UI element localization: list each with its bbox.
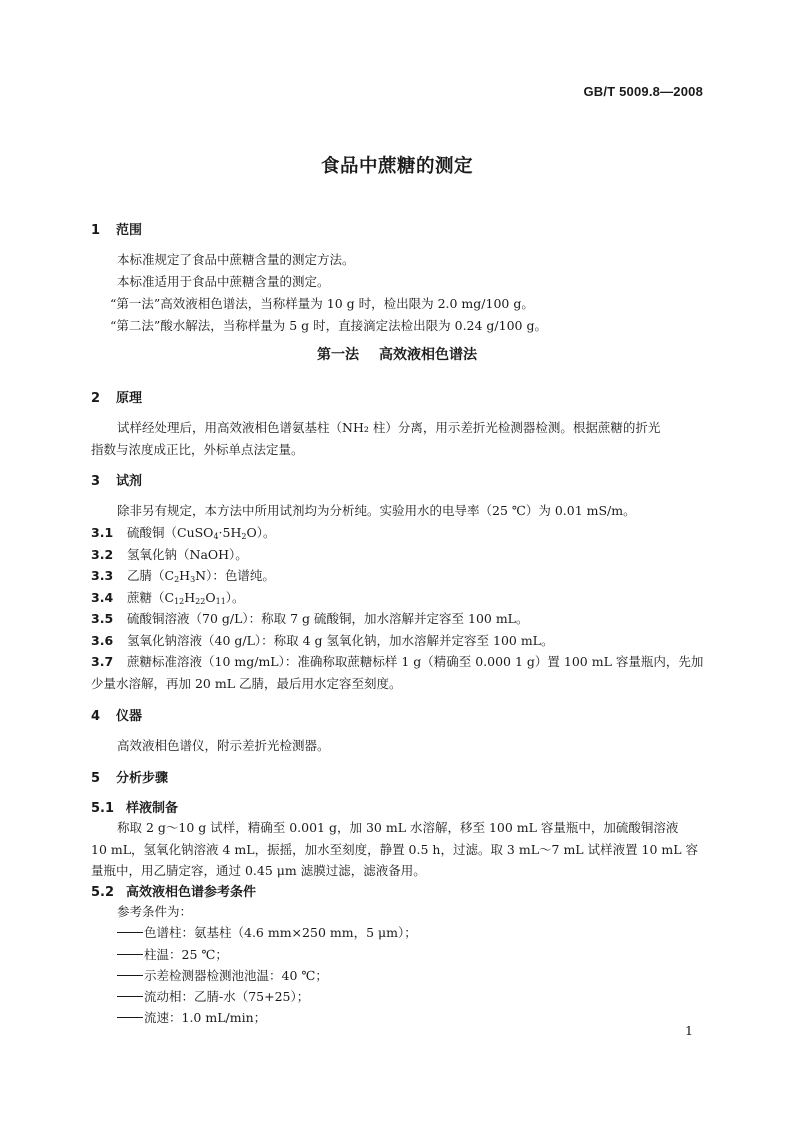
paragraph: 指数与浓度成正比，外标单点法定量。 <box>91 442 304 457</box>
standard-code: GB/T 5009.8—2008 <box>583 84 703 99</box>
section-1-heading <box>91 219 142 238</box>
item-text: 蔗糖标准溶液（10 mg/mL）：准确称取蔗糖标样 1 g（精确至 0.000 1 g）置 100 mL 容量瓶内，先加 <box>127 654 704 669</box>
paragraph: 高效液相色谱仪，附示差折光检测器。 <box>117 738 330 753</box>
subsection-number: 5.2 <box>91 885 115 900</box>
item-text: 氢氧化钠溶液（40 g/L）：称取 4 g 氢氧化钠，加水溶解并定容至 100 mL。 <box>127 633 554 648</box>
item-text: N）：色谱纯。 <box>195 568 275 583</box>
paragraph: 量瓶中，用乙腈定容，通过 0.45 μm 滤膜过滤，滤液备用。 <box>91 863 426 878</box>
item-number: 3.5 <box>91 611 114 626</box>
item-number: 3.1 <box>91 525 114 540</box>
condition-text: 流速：1.0 mL/min； <box>144 1010 267 1025</box>
paragraph: 除非另有规定，本方法中所用试剂均为分析纯。实验用水的电导率（25 ℃）为 0.01 mS/m。 <box>117 503 636 518</box>
reagent-item <box>91 545 248 563</box>
section-number: 4 <box>91 709 101 724</box>
item-text: H <box>184 590 196 605</box>
item-text: H <box>179 568 191 583</box>
item-text: ）。 <box>225 590 245 605</box>
item-text: O）。 <box>246 525 276 540</box>
method-name: 高效液相色谱法 <box>379 347 477 363</box>
subsection-number: 5.1 <box>91 801 115 816</box>
item-number: 3.3 <box>91 568 114 583</box>
em-dash <box>117 996 143 997</box>
section-4-heading <box>91 705 142 724</box>
paragraph: “第一法”高效液相色谱法，当称样量为 10 g 时，检出限为 2.0 mg/100 g。 <box>110 296 534 311</box>
paragraph: 本标准规定了食品中蔗糖含量的测定方法。 <box>117 252 355 267</box>
item-number: 3.7 <box>91 654 114 669</box>
section-number: 2 <box>91 391 101 406</box>
em-dash <box>117 954 143 955</box>
section-2-heading <box>91 387 142 406</box>
subscript: 11 <box>215 597 226 606</box>
subscript: 4 <box>213 532 219 541</box>
item-text: 硫酸铜溶液（70 g/L）：称取 7 g 硫酸铜，加水溶解并定容至 100 mL。 <box>127 611 529 626</box>
subsection-title: 高效液相色谱参考条件 <box>126 885 257 900</box>
subscript: 2 <box>174 575 180 584</box>
condition-item <box>117 923 417 941</box>
section-number: 3 <box>91 474 101 489</box>
section-title: 范围 <box>116 223 143 238</box>
condition-item <box>117 1008 266 1026</box>
method-label: 第一法 <box>317 347 359 363</box>
reagent-item <box>91 652 703 670</box>
subscript: 22 <box>195 597 206 606</box>
paragraph: 参考条件为： <box>117 904 193 919</box>
condition-text: 流动相：乙腈-水（75+25）； <box>144 989 310 1004</box>
subscript: 2 <box>241 532 247 541</box>
subsection-5-2-heading <box>91 881 256 900</box>
paragraph: 试样经处理后，用高效液相色谱氨基柱（NH₂ 柱）分离，用示差折光检测器检测。根据蔗糖的折光 <box>117 420 661 435</box>
paragraph: 10 mL，氢氧化钠溶液 4 mL，振摇，加水至刻度，静置 0.5 h，过滤。取 3 mL～7 mL 试样液置 10 mL 容 <box>91 842 699 857</box>
section-number: 1 <box>91 223 101 238</box>
item-number: 3.6 <box>91 633 114 648</box>
em-dash <box>117 1017 143 1018</box>
condition-text: 示差检测器检测池池温：40 ℃； <box>144 968 328 983</box>
paragraph: 称取 2 g～10 g 试样，精确至 0.001 g，加 30 mL 水溶解，移至 100 mL 容量瓶中，加硫酸铜溶液 <box>117 820 679 835</box>
paragraph: “第二法”酸水解法，当称样量为 5 g 时，直接滴定法检出限为 0.24 g/100 g。 <box>110 318 547 333</box>
document-title: 食品中蔗糖的测定 <box>320 156 473 177</box>
item-text: 乙腈（C <box>127 568 175 583</box>
condition-item <box>117 945 228 963</box>
section-number: 5 <box>91 771 101 786</box>
item-text: O <box>205 590 216 605</box>
reagent-item <box>91 609 528 627</box>
item-number: 3.2 <box>91 547 114 562</box>
condition-item <box>117 966 328 984</box>
section-3-heading <box>91 470 142 489</box>
item-text: ·5H <box>218 525 242 540</box>
item-number: 3.4 <box>91 590 114 605</box>
section-title: 分析步骤 <box>116 771 169 786</box>
subsection-5-1-heading <box>91 797 178 816</box>
paragraph: 本标准适用于食品中蔗糖含量的测定。 <box>117 274 330 289</box>
subscript: 3 <box>190 575 196 584</box>
reagent-item <box>91 566 275 584</box>
em-dash <box>117 975 143 976</box>
subsection-title: 样液制备 <box>126 801 179 816</box>
reagent-item <box>91 523 275 541</box>
condition-text: 色谱柱：氨基柱（4.6 mm×250 mm，5 μm）； <box>144 925 417 940</box>
reagent-item <box>91 588 245 606</box>
item-text: 蔗糖（C <box>127 590 175 605</box>
paragraph: 少量水溶解，再加 20 mL 乙腈，最后用水定容至刻度。 <box>91 676 402 691</box>
section-5-heading <box>91 767 168 786</box>
section-title: 试剂 <box>116 474 143 489</box>
item-text: 氢氧化钠（NaOH）。 <box>127 547 248 562</box>
subscript: 12 <box>174 597 185 606</box>
em-dash <box>117 932 143 933</box>
reagent-item <box>91 631 553 649</box>
condition-item <box>117 987 309 1005</box>
section-title: 仪器 <box>116 709 143 724</box>
section-title: 原理 <box>116 391 143 406</box>
page-number: 1 <box>685 1023 693 1038</box>
method-1-title <box>0 344 794 364</box>
item-text: 硫酸铜（CuSO <box>127 525 214 540</box>
condition-text: 柱温：25 ℃； <box>144 947 228 962</box>
